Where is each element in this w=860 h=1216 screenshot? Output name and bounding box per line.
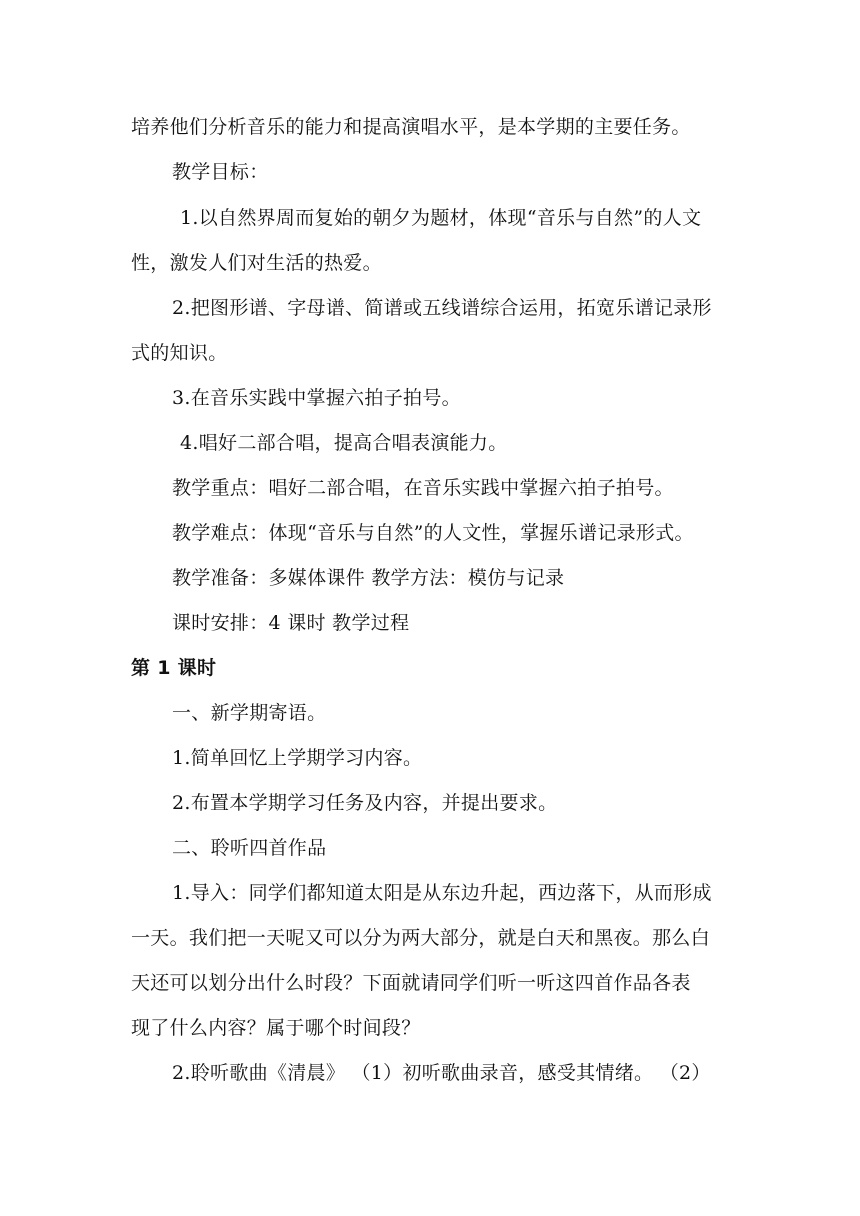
objective-2-line-2: 式的知识。 — [131, 342, 228, 364]
section-2-item-1-line-1: 1.导入：同学们都知道太阳是从东边升起，西边落下，从而形成 — [172, 882, 712, 904]
objective-2-line-1: 2.把图形谱、字母谱、简谱或五线谱综合运用，拓宽乐谱记录形 — [172, 297, 712, 319]
section-1-item-2: 2.布置本学期学习任务及内容，并提出要求。 — [172, 792, 558, 814]
lesson-1-heading: 第 1 课时 — [131, 657, 217, 679]
teaching-difficulties: 教学难点：体现“音乐与自然”的人文性，掌握乐谱记录形式。 — [172, 522, 694, 544]
section-1-title: 一、新学期寄语。 — [172, 702, 327, 724]
objective-1-line-1: 1.以自然界周而复始的朝夕为题材，体现“音乐与自然”的人文 — [180, 207, 702, 229]
class-hour-arrangement: 课时安排：4 课时 教学过程 — [172, 612, 410, 634]
section-2-item-1-line-3: 天还可以划分出什么时段？下面就请同学们听一听这四首作品各表 — [131, 972, 691, 994]
teaching-key-points: 教学重点：唱好二部合唱，在音乐实践中掌握六拍子拍号。 — [172, 477, 674, 499]
teaching-preparation-methods: 教学准备：多媒体课件 教学方法：模仿与记录 — [172, 567, 565, 589]
paragraph-intro-end: 培养他们分析音乐的能力和提高演唱水平，是本学期的主要任务。 — [131, 116, 691, 138]
objective-4: 4.唱好二部合唱，提高合唱表演能力。 — [180, 432, 508, 454]
section-2-title: 二、聆听四首作品 — [172, 837, 327, 859]
section-2-item-2: 2.聆听歌曲《清晨》 （1）初听歌曲录音，感受其情绪。 （2） — [172, 1062, 711, 1084]
objective-1-line-2: 性，激发人们对生活的热爱。 — [131, 252, 382, 274]
section-2-item-1-line-2: 一天。我们把一天呢又可以分为两大部分，就是白天和黑夜。那么白 — [131, 927, 711, 949]
objective-3: 3.在音乐实践中掌握六拍子拍号。 — [172, 387, 461, 409]
section-2-item-1-line-4: 现了什么内容？属于哪个时间段？ — [131, 1017, 421, 1039]
teaching-objectives-label: 教学目标： — [172, 161, 269, 183]
section-1-item-1: 1.简单回忆上学期学习内容。 — [172, 747, 423, 769]
